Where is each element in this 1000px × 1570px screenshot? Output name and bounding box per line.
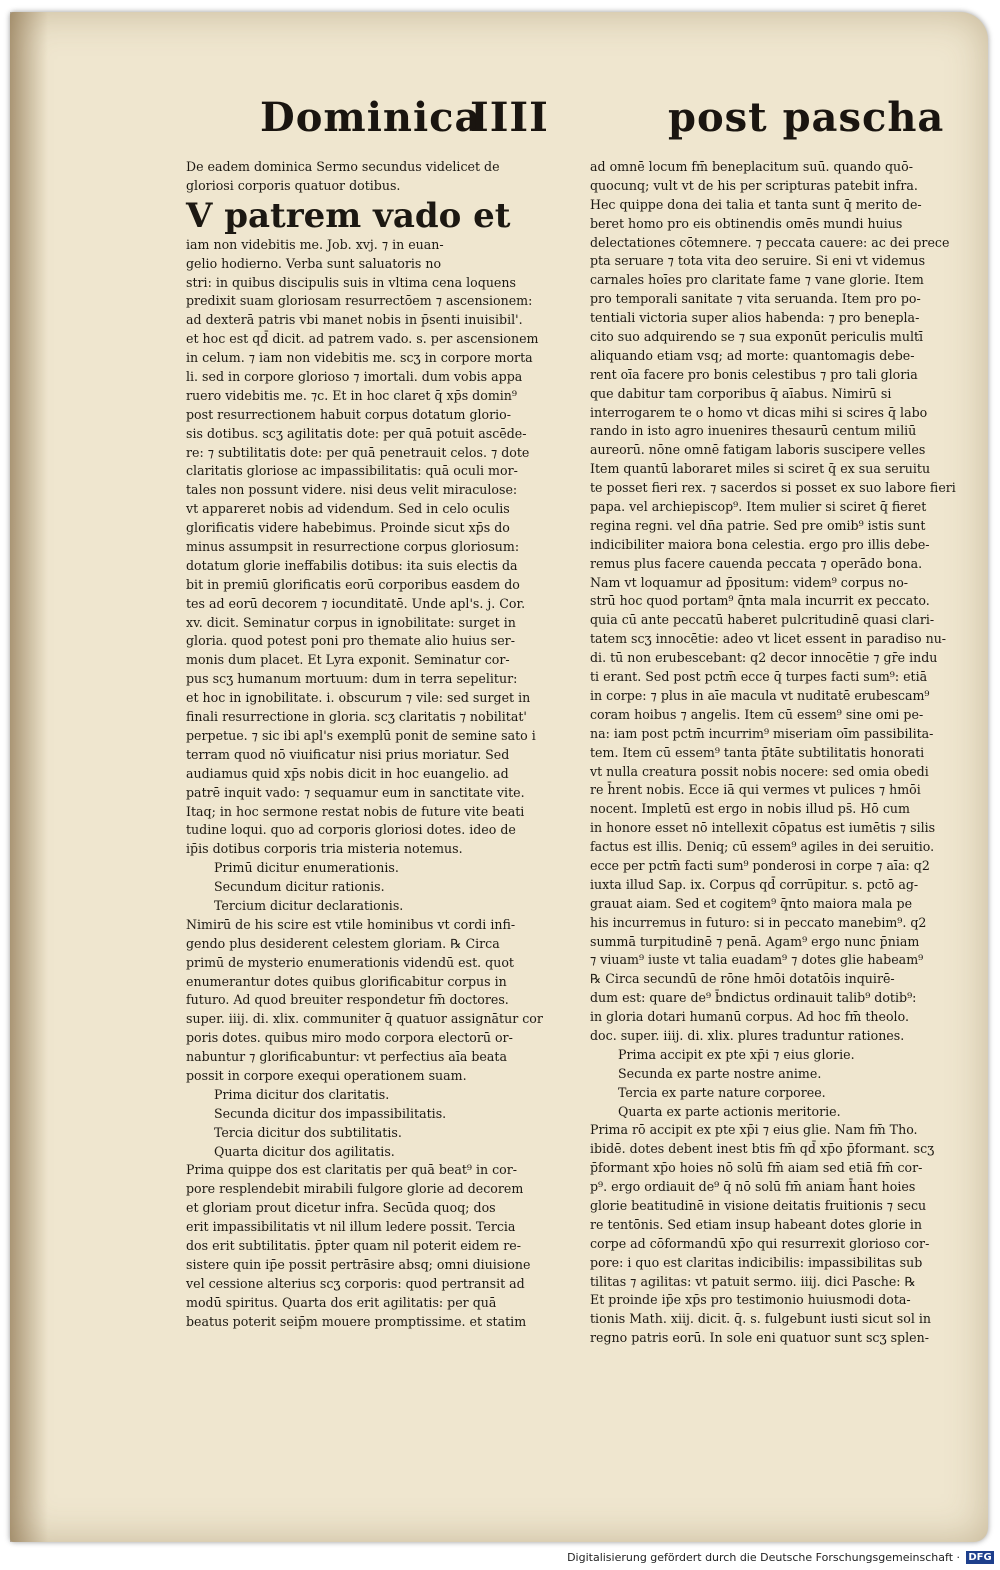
text-line: ecce per pctm̄ facti sum⁹ ponderosi in corpe ⁊ aīa: q2 — [590, 857, 930, 873]
text-line: et gloriam prout dicetur infra. Secūda quoq; dos — [186, 1200, 496, 1216]
footer-credit: Digitalisierung gefördert durch die Deutsche Forschungsgemeinschaft · — [567, 1551, 960, 1564]
text-line: vel cessione alterius scʒ corporis: quod pertransit ad — [186, 1275, 525, 1291]
text-line: regina regni. vel dn̄a patrie. Sed pre omib⁹ istis sunt — [590, 517, 926, 533]
text-line: vt nulla creatura possit nobis nocere: sed omia obedi — [590, 763, 929, 779]
text-line: beatus poterit seip̄m mouere promptissime. et statim — [186, 1313, 527, 1329]
text-line: na: iam post pctm̄ incurrim⁹ miseriam oīm passibilita- — [590, 725, 934, 741]
text-line: tales non possunt videre. nisi deus velit miraculose: — [186, 482, 518, 498]
text-line: monis dum placet. Et Lyra exponit. Seminatur cor- — [186, 652, 510, 668]
text-line: terram quod nō viuificatur nisi prius moriatur. Sed — [186, 746, 510, 762]
text-line: remus plus facere cauenda peccata ⁊ operādo bona. — [590, 555, 923, 571]
text-line: ⁊ viuam⁹ iuste vt talia euadam⁹ ⁊ dotes glie habeam⁹ — [590, 952, 924, 968]
text-line: Hec quippe dona dei talia et tanta sunt q̄ merito de- — [590, 196, 922, 212]
text-line: xv. dicit. Seminatur corpus in ignobilitate: surget in — [186, 614, 516, 630]
text-line: Quarta ex parte actionis meritorie. — [618, 1103, 841, 1119]
text-line: beret homo pro eis obtinendis omēs mundi huius — [590, 215, 903, 231]
text-line: pore resplendebit mirabili fulgore glorie ad decorem — [186, 1181, 524, 1197]
text-line: interrogarem te o homo vt dicas mihi si scires q̄ labo — [590, 404, 928, 420]
text-line: Prima rō accipit ex pte xp̄i ⁊ eius glie. Nam fm̄ Tho. — [590, 1122, 918, 1138]
text-line: que dabitur tam corporibus q̄ aīabus. Nimirū si — [590, 385, 892, 401]
text-line: sistere quin ip̄e possit pertrāsire absq; omni diuisione — [186, 1256, 531, 1272]
text-line: enumerantur dotes quibus glorificabitur corpus in — [186, 973, 507, 989]
text-line: finali resurrectione in gloria. scʒ claritatis ⁊ nobilitat' — [186, 709, 527, 725]
left-text-column — [186, 158, 580, 1329]
text-line: Item quantū laboraret miles si sciret q̄ ex sua seruitu — [590, 461, 931, 477]
text-line: gloria. quod potest poni pro themate alio huius ser- — [186, 633, 515, 649]
right-text-column — [590, 158, 982, 1346]
text-line: li. sed in corpore glorioso ⁊ imortali. dum vobis appa — [186, 369, 523, 385]
text-line: ad dexterā patris vbi manet nobis in p̄senti inuisibil'. — [186, 312, 523, 328]
text-line: tes ad eorū decorem ⁊ iocunditatē. Unde apl's. j. Cor. — [186, 595, 526, 611]
text-line: nabuntur ⁊ glorificabuntur: vt perfectius aīa beata — [186, 1049, 507, 1065]
text-line: audiamus quid xp̄s nobis dicit in hoc euangelio. ad — [186, 765, 509, 781]
text-line: Prima dicitur dos claritatis. — [214, 1086, 390, 1102]
text-line: iam non videbitis me. Job. xvj. ⁊ in euan- — [186, 236, 444, 252]
running-header — [10, 94, 988, 154]
text-line: tem. Item cū essem⁹ tanta p̄tāte subtilitatis honorati — [590, 744, 925, 760]
text-line: predixit suam gloriosam resurrectōem ⁊ ascensionem: — [186, 293, 533, 309]
text-line: vt appareret nobis ad videndum. Sed in celo oculis — [186, 501, 510, 517]
header-word-post-pascha: post pascha — [668, 94, 945, 141]
text-line: coram hoibus ⁊ angelis. Item cū essem⁹ sine omi pe- — [590, 706, 924, 722]
text-line: pore: i quo est claritas indicibilis: impassibilitas sub — [590, 1254, 923, 1270]
text-line: tionis Math. xiij. dicit. q̄. s. fulgebunt iusti sicut sol in — [590, 1311, 931, 1327]
text-line: perpetue. ⁊ sic ibi apl's exemplū ponit de semine sato i — [186, 727, 536, 743]
text-line: Secundum dicitur rationis. — [214, 879, 385, 895]
footer-bar — [0, 1548, 1000, 1570]
text-line: aureorū. nōne omnē fatigam laboris suscipere velles — [590, 442, 926, 458]
text-line: Itaq; in hoc sermone restat nobis de future vite beati — [186, 803, 525, 819]
text-line: iuxta illud Sap. ix. Corpus qd̄ corrūpitur. s. pctō ag- — [590, 876, 919, 892]
text-line: Quarta dicitur dos agilitatis. — [214, 1143, 395, 1159]
text-line: p⁹. ergo ordiauit de⁹ q̄ nō solū fm̄ aniam h̄ant hoies — [590, 1179, 916, 1195]
text-line: tilitas ⁊ agilitas: vt patuit sermo. iiij. dici Pasche: ℞ — [590, 1273, 916, 1289]
text-line: tatem scʒ innocētie: adeo vt licet essent in paradiso nu- — [590, 631, 947, 647]
text-line: Secunda dicitur dos impassibilitatis. — [214, 1105, 447, 1121]
text-line: quia cū ante peccatū haberet pulcritudinē quasi clari- — [590, 612, 935, 628]
text-line: corpe ad cōformandū xp̄o qui resurrexit glorioso cor- — [590, 1235, 930, 1251]
text-line: primū de mysterio enumerationis videndū est. quot — [186, 954, 514, 970]
text-line: ip̄is dotibus corporis tria misteria notemus. — [186, 841, 463, 857]
text-line: grauat aiam. Sed et cogitem⁹ q̄nto maiora mala pe — [590, 895, 913, 911]
text-line: gloriosi corporis quatuor dotibus. — [186, 177, 401, 193]
text-line: Secunda ex parte nostre anime. — [618, 1065, 822, 1081]
text-line: dotatum glorie ineffabilis dotibus: ita suis electis da — [186, 557, 518, 573]
text-line: sis dotibus. scʒ agilitatis dote: per quā potuit ascēde- — [186, 425, 527, 441]
text-line: pro temporali sanitate ⁊ vita seruanda. Item pro po- — [590, 291, 921, 307]
text-line: ad omnē locum fm̄ beneplacitum suū. quando quō- — [590, 159, 914, 174]
text-line: in honore esset nō intellexit cōpatus est iumētis ⁊ silis — [590, 820, 936, 836]
text-line: tentiali victoria super alios habenda: ⁊ pro benepla- — [590, 310, 920, 326]
text-line: Nam vt loquamur ad p̄positum: videm⁹ corpus no- — [590, 574, 909, 590]
text-line: carnales hoīes pro claritate fame ⁊ vane glorie. Item — [590, 272, 924, 288]
text-line: delectationes cōtemnere. ⁊ peccata cauere: ac dei prece — [590, 234, 950, 250]
text-line: Primū dicitur enumerationis. — [214, 860, 399, 876]
text-line: Prima quippe dos est claritatis per quā beat⁹ in cor- — [186, 1162, 518, 1178]
text-line: post resurrectionem habuit corpus dotatum glorio- — [186, 406, 512, 422]
text-line: ti erant. Sed post pctm̄ ecce q̄ turpes facti sum⁹: etiā — [590, 669, 928, 685]
text-line: tudine loqui. quo ad corporis gloriosi dotes. ideo de — [186, 822, 516, 838]
text-line: in gloria dotari humanū corpus. Ad hoc fm̄ theolo. — [590, 1009, 909, 1025]
text-line: factus est illis. Deniq; cū essem⁹ agiles in dei seruitio. — [590, 839, 935, 855]
text-line: rando in isto agro inuenires thesaurū centum miliū — [590, 423, 917, 439]
text-line: strū hoc quod portam⁹ q̄nta mala incurrit ex peccato. — [590, 593, 930, 609]
header-word-dominica: Dominica — [260, 94, 482, 141]
text-line: super. iiij. di. xlix. communiter q̄ quatuor assignātur cor — [186, 1011, 543, 1027]
text-line: Nimirū de his scire est vtile hominibus vt cordi infi- — [186, 916, 516, 932]
initial-heading-line: V patrem vado et — [186, 195, 511, 236]
text-line: Tercium dicitur declarationis. — [214, 897, 404, 913]
text-line: di. tū non erubescebant: q2 decor innocētie ⁊ gr̄e indu — [590, 650, 938, 666]
text-line: pta seruare ⁊ tota vita deo seruire. Si eni vt videmus — [590, 253, 926, 269]
text-line: poris dotes. quibus miro modo corpora electorū or- — [186, 1030, 513, 1046]
text-line: in celum. ⁊ iam non videbitis me. scʒ in corpore morta — [186, 350, 533, 366]
text-line: De eadem dominica Sermo secundus videlicet de — [186, 159, 500, 174]
text-line: et hoc in ignobilitate. i. obscurum ⁊ vile: sed surget in — [186, 690, 531, 706]
text-line: p̄formant xp̄o hoies nō solū fm̄ aiam sed etiā fm̄ cor- — [590, 1160, 923, 1176]
book-page — [10, 12, 988, 1542]
text-line: rent oīa facere pro bonis celestibus ⁊ pro tali gloria — [590, 366, 918, 382]
text-line: dos erit subtilitatis. p̄pter quam nil poterit eidem re- — [186, 1237, 521, 1253]
text-line: Tercia dicitur dos subtilitatis. — [214, 1124, 402, 1140]
text-line: gelio hodierno. Verba sunt saluatoris no — [186, 255, 442, 271]
text-line: te posset fieri rex. ⁊ sacerdos si posset ex suo labore fieri — [590, 480, 956, 496]
text-line: nocent. Impletū est ergo in nobis illud ps̄. Hō cum — [590, 801, 910, 817]
text-line: Et proinde ip̄e xp̄s pro testimonio huiusmodi dota- — [590, 1292, 911, 1308]
text-line: stri: in quibus discipulis suis in vltima cena loquens — [186, 274, 516, 290]
text-line: regno patris eorū. In sole eni quatuor sunt scʒ splen- — [590, 1330, 929, 1346]
text-line: et hoc est qd̄ dicit. ad patrem vado. s. per ascensionem — [186, 331, 539, 347]
text-line: indicibiliter maiora bona celestia. ergo pro illis debe- — [590, 536, 930, 552]
text-line: pus scʒ humanum mortuum: dum in terra sepelitur: — [186, 671, 518, 687]
text-line: cito suo adquirendo se ⁊ sua exponūt periculis multī — [590, 329, 924, 345]
text-line: Tercia ex parte nature corporee. — [618, 1084, 826, 1100]
text-line: his incurremus in futuro: si in peccato manebim⁹. q2 — [590, 914, 927, 930]
text-line: futuro. Ad quod breuiter respondetur fm̄ doctores. — [186, 992, 509, 1008]
text-line: ruero videbitis me. ⁊c. Et in hoc claret q̄ xp̄s domin⁹ — [186, 387, 517, 403]
text-line: aliquando etiam vsq; ad morte: quantomagis debe- — [590, 347, 915, 363]
text-line: bit in premiū glorificatis eorū corporibus easdem do — [186, 576, 520, 592]
text-line: glorie beatitudinē in visione deitatis fruitionis ⁊ secu — [590, 1197, 927, 1213]
text-line: dum est: quare de⁹ b̄ndictus ordinauit talib⁹ dotib⁹: — [590, 990, 917, 1006]
text-line: ℞ Circa secundū de rōne hmōi dotatōis inquirē- — [590, 971, 895, 987]
text-line: ibidē. dotes debent inest btis fm̄ qd̄ xp̄o p̄formant. scʒ — [590, 1141, 935, 1157]
text-line: re h̄rent nobis. Ecce iā qui vermes vt pulices ⁊ hmōi — [590, 782, 921, 798]
text-line: quocunq; vult vt de his per scripturas patebit infra. — [590, 177, 918, 193]
text-line: papa. vel archiepiscop⁹. Item mulier si sciret q̄ fieret — [590, 499, 927, 515]
text-line: summā turpitudinē ⁊ penā. Agam⁹ ergo nunc p̄niam — [590, 933, 920, 949]
text-line: gendo plus desiderent celestem gloriam. ℞ Circa — [186, 935, 500, 951]
text-line: modū spiritus. Quarta dos erit agilitatis: per quā — [186, 1294, 497, 1310]
dfg-logo: DFG — [966, 1551, 994, 1564]
text-line: in corpe: ⁊ plus in aīe macula vt nuditatē erubescam⁹ — [590, 687, 930, 703]
text-line: re tentōnis. Sed etiam insup habeant dotes glorie in — [590, 1216, 923, 1232]
text-line: Prima accipit ex pte xp̄i ⁊ eius glorie. — [618, 1046, 855, 1062]
text-line: re: ⁊ subtilitatis dote: per quā penetrauit celos. ⁊ dote — [186, 444, 530, 460]
text-line: glorificatis videre habebimus. Proinde sicut xp̄s do — [186, 520, 510, 536]
header-word-numeral: IIII — [470, 94, 549, 141]
text-line: patrē inquit vado: ⁊ sequamur eum in sanctitate vite. — [186, 784, 525, 800]
text-line: minus assumpsit in resurrectione corpus gloriosum: — [186, 539, 520, 555]
text-line: claritatis gloriose ac impassibilitatis: quā oculi mor- — [186, 463, 518, 479]
text-line: doc. super. iiij. di. xlix. plures traduntur rationes. — [590, 1027, 905, 1043]
text-line: erit impassibilitatis vt nil illum ledere possit. Tercia — [186, 1219, 516, 1235]
text-line: possit in corpore exequi operationem suam. — [186, 1067, 467, 1083]
